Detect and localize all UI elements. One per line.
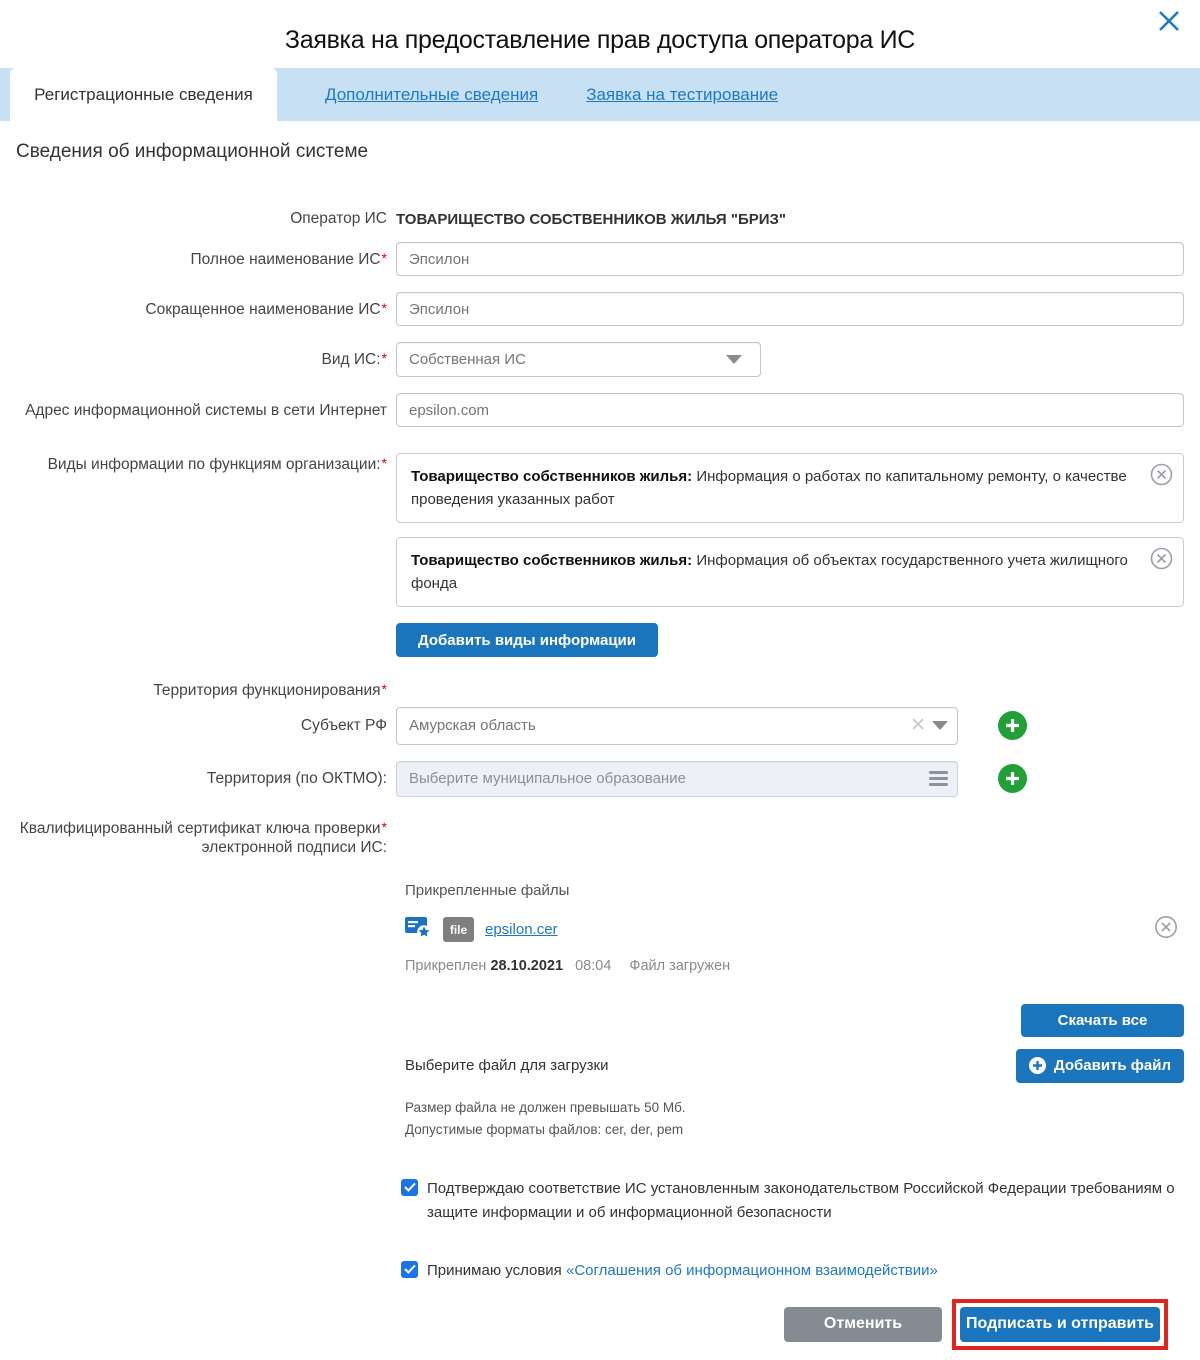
subject-label: Субъект РФ xyxy=(300,717,387,735)
url-label: Адрес информационной системы в сети Интернет xyxy=(25,401,387,419)
terms-check-label xyxy=(427,1259,938,1283)
clear-icon[interactable]: ✕ xyxy=(910,715,926,737)
required-mark: * xyxy=(381,299,387,316)
compliance-checkbox[interactable] xyxy=(401,1179,418,1196)
sign-and-send-button[interactable]: Подписать и отправить xyxy=(960,1307,1160,1342)
modal-header xyxy=(0,0,1200,68)
short-name-input[interactable] xyxy=(396,292,1184,326)
info-types-label: Виды информации по функциям организации:* xyxy=(47,455,387,474)
file-hints xyxy=(405,1097,1184,1141)
remove-file-icon[interactable] xyxy=(1154,915,1178,944)
tab-bar xyxy=(0,68,1200,121)
add-info-types-button[interactable]: Добавить виды информации xyxy=(396,623,658,657)
short-name-label: Сокращенное наименование ИС* xyxy=(145,299,387,318)
close-icon[interactable] xyxy=(1152,4,1186,38)
oktmo-label: Территория (по ОКТМО): xyxy=(206,770,387,788)
info-type-chip xyxy=(396,537,1184,607)
page-title: Заявка на предоставление прав доступа оператора ИС xyxy=(284,26,916,54)
attached-label: Прикреплен xyxy=(405,957,487,974)
agreement-link[interactable]: «Соглашения об информационном взаимодействии» xyxy=(565,1261,938,1279)
download-all-button[interactable]: Скачать все xyxy=(1021,1004,1184,1037)
file-format-hint: Допустимые форматы файлов: cer, der, pem xyxy=(405,1121,684,1137)
chip-prefix: Товарищество собственников жилья: xyxy=(411,552,693,570)
menu-icon[interactable] xyxy=(929,761,948,797)
remove-chip-icon[interactable] xyxy=(1150,463,1173,493)
compliance-check-label: Подтверждаю соответствие ИС установленным законодательством Российской Федерации требованиям о защите информации и об информационной безопасности xyxy=(427,1179,1175,1221)
attachments-section xyxy=(405,882,1184,1141)
full-name-label: Полное наименование ИС* xyxy=(190,249,387,268)
required-mark: * xyxy=(381,681,387,698)
tab-registration-label: Регистрационные сведения xyxy=(34,84,253,104)
required-mark: * xyxy=(381,249,387,266)
chip-text: Информация о работах по капитальному ремонту, о качестве проведения указанных работ xyxy=(411,468,1127,509)
chip-text: Информация об объектах государственного учета жилищного фонда xyxy=(411,552,1128,593)
footer-actions xyxy=(16,1299,1184,1360)
chip-prefix: Товарищество собственников жилья: xyxy=(411,468,693,486)
choose-file-hint: Выберите файл для загрузки xyxy=(405,1057,609,1074)
chevron-down-icon xyxy=(726,355,742,364)
add-subject-button[interactable] xyxy=(998,711,1027,740)
is-type-select[interactable] xyxy=(396,342,761,377)
certificate-icon xyxy=(405,915,432,945)
certificate-label: Квалифицированный сертификат ключа проверки* электронной подписи ИС: xyxy=(19,818,387,857)
submit-highlight-box xyxy=(952,1299,1168,1350)
cancel-button[interactable]: Отменить xyxy=(784,1307,942,1342)
tab-testing-label: Заявка на тестирование xyxy=(586,84,779,104)
attachments-title: Прикрепленные файлы xyxy=(405,881,570,899)
attached-date: 28.10.2021 xyxy=(490,957,564,974)
compliance-check-row xyxy=(401,1177,1184,1225)
is-type-label: Вид ИС:* xyxy=(321,350,387,369)
add-file-button[interactable] xyxy=(1016,1049,1184,1083)
operator-label: Оператор ИС xyxy=(290,210,387,227)
terms-text: Принимаю условия xyxy=(427,1261,562,1279)
required-mark: * xyxy=(381,350,387,367)
is-type-value: Собственная ИС xyxy=(409,351,526,369)
plus-circle-icon xyxy=(1029,1057,1046,1074)
file-meta xyxy=(405,958,1184,974)
attached-time: 08:04 xyxy=(575,957,612,974)
agreements xyxy=(401,1177,1184,1283)
attached-file-row xyxy=(405,915,1184,945)
info-type-chip xyxy=(396,453,1184,523)
form xyxy=(16,209,1184,1360)
subject-combobox[interactable] xyxy=(396,707,958,745)
terms-checkbox[interactable] xyxy=(401,1261,418,1278)
add-oktmo-button[interactable] xyxy=(998,764,1027,793)
oktmo-input[interactable] xyxy=(396,761,958,797)
add-file-label: Добавить файл xyxy=(1053,1057,1172,1074)
remove-chip-icon[interactable] xyxy=(1150,547,1173,577)
file-status: Файл загружен xyxy=(629,957,731,974)
territory-label: Территория функционирования* xyxy=(153,681,387,700)
terms-check-row xyxy=(401,1259,1184,1283)
file-type-icon: file xyxy=(443,917,474,942)
required-mark: * xyxy=(381,818,387,835)
tab-testing[interactable] xyxy=(586,68,778,121)
file-size-hint: Размер файла не должен превышать 50 Мб. xyxy=(405,1099,686,1115)
tab-additional-label: Дополнительные сведения xyxy=(325,84,539,104)
section-title: Сведения об информационной системе xyxy=(16,141,369,162)
attached-file-link[interactable]: epsilon.cer xyxy=(485,921,558,938)
chevron-down-icon[interactable] xyxy=(932,721,948,730)
url-input[interactable] xyxy=(396,393,1184,427)
required-mark: * xyxy=(381,455,387,472)
tab-registration[interactable] xyxy=(10,68,277,121)
tab-additional[interactable] xyxy=(325,68,538,121)
operator-value: ТОВАРИЩЕСТВО СОБСТВЕННИКОВ ЖИЛЬЯ "БРИЗ" xyxy=(396,210,787,228)
full-name-input[interactable] xyxy=(396,242,1184,276)
